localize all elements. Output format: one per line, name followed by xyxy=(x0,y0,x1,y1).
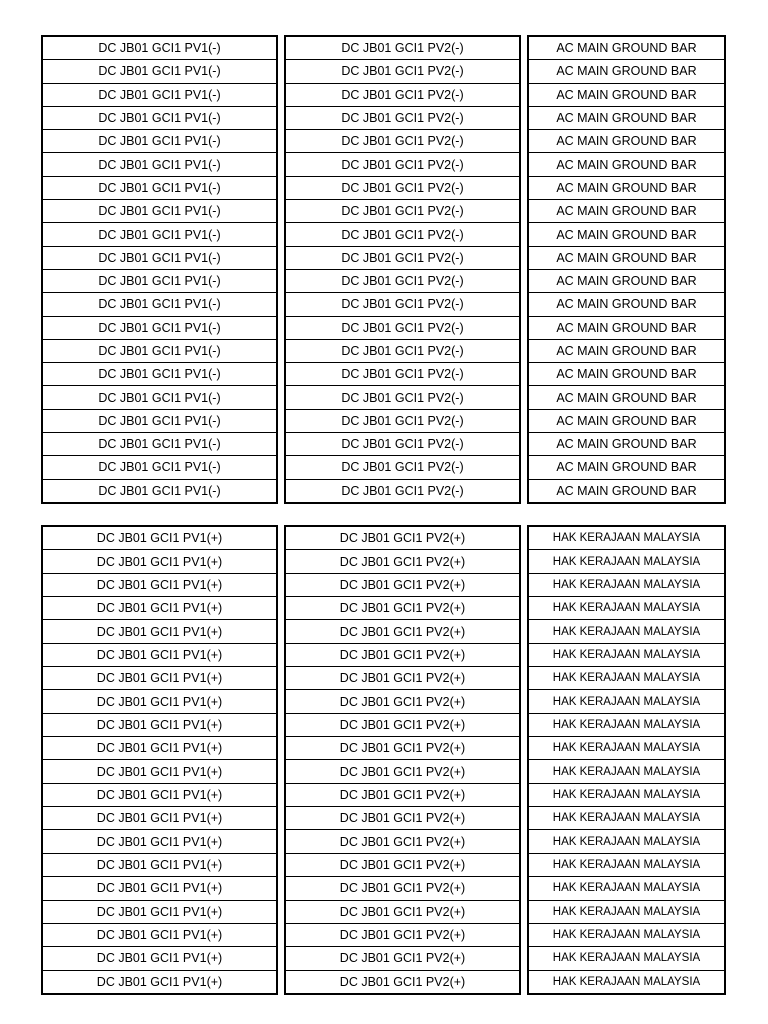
label-cell: DC JB01 GCI1 PV2(+) xyxy=(286,947,519,970)
label-cell: DC JB01 GCI1 PV1(+) xyxy=(43,714,276,737)
label-cell: DC JB01 GCI1 PV2(-) xyxy=(286,270,519,293)
label-cell: DC JB01 GCI1 PV2(+) xyxy=(286,644,519,667)
label-cell: DC JB01 GCI1 PV1(-) xyxy=(43,433,276,456)
label-cell: DC JB01 GCI1 PV2(-) xyxy=(286,247,519,270)
label-cell: DC JB01 GCI1 PV1(+) xyxy=(43,924,276,947)
label-cell: AC MAIN GROUND BAR xyxy=(529,340,724,363)
label-cell: HAK KERAJAAN MALAYSIA xyxy=(529,947,724,970)
label-cell: DC JB01 GCI1 PV2(-) xyxy=(286,410,519,433)
label-cell: DC JB01 GCI1 PV2(+) xyxy=(286,714,519,737)
label-cell: HAK KERAJAAN MALAYSIA xyxy=(552,975,701,988)
label-cell: DC JB01 GCI1 PV1(+) xyxy=(43,947,276,970)
label-cell: DC JB01 GCI1 PV2(-) xyxy=(286,223,519,246)
label-cell: HAK KERAJAAN MALAYSIA xyxy=(529,924,724,947)
label-cell: DC JB01 GCI1 PV2(-) xyxy=(286,293,519,316)
label-cell: AC MAIN GROUND BAR xyxy=(529,60,724,83)
label-cell: DC JB01 GCI1 PV2(-) xyxy=(286,317,519,340)
label-cell: DC JB01 GCI1 PV1(+) xyxy=(43,550,276,573)
label-cell: DC JB01 GCI1 PV2(+) xyxy=(339,974,466,989)
label-cell: DC JB01 GCI1 PV1(-) xyxy=(43,270,276,293)
label-cell: AC MAIN GROUND BAR xyxy=(529,223,724,246)
label-cell: DC JB01 GCI1 PV2(+) xyxy=(286,574,519,597)
label-cell: DC JB01 GCI1 PV2(+) xyxy=(286,901,519,924)
label-cell: HAK KERAJAAN MALAYSIA xyxy=(529,597,724,620)
label-cell: DC JB01 GCI1 PV2(+) xyxy=(286,667,519,690)
label-cell: DC JB01 GCI1 PV1(+) xyxy=(43,784,276,807)
label-cell: AC MAIN GROUND BAR xyxy=(529,177,724,200)
label-cell: DC JB01 GCI1 PV2(-) xyxy=(341,483,464,498)
label-cell: AC MAIN GROUND BAR xyxy=(529,293,724,316)
label-cell: DC JB01 GCI1 PV1(-) xyxy=(43,363,276,386)
label-cell: DC JB01 GCI1 PV2(+) xyxy=(286,597,519,620)
label-cell: DC JB01 GCI1 PV1(-) xyxy=(43,223,276,246)
label-cell: DC JB01 GCI1 PV2(-) xyxy=(286,433,519,456)
label-cell: AC MAIN GROUND BAR xyxy=(529,317,724,340)
label-cell: AC MAIN GROUND BAR xyxy=(529,107,724,130)
label-cell: DC JB01 GCI1 PV2(-) xyxy=(286,363,519,386)
label-cell: DC JB01 GCI1 PV1(+) xyxy=(43,830,276,853)
bottom-column-pv1-positive xyxy=(41,525,278,995)
bottom-column-pv2-positive xyxy=(284,525,521,995)
label-cell: DC JB01 GCI1 PV1(-) xyxy=(43,84,276,107)
label-cell: DC JB01 GCI1 PV1(+) xyxy=(43,760,276,783)
label-cell: DC JB01 GCI1 PV2(-) xyxy=(286,60,519,83)
bottom-column-hak-kerajaan-malaysia xyxy=(527,525,726,995)
label-cell: DC JB01 GCI1 PV2(-) xyxy=(286,153,519,176)
label-cell: DC JB01 GCI1 PV1(-) xyxy=(43,386,276,409)
label-cell: DC JB01 GCI1 PV1(-) xyxy=(43,247,276,270)
label-cell: DC JB01 GCI1 PV1(-) xyxy=(43,317,276,340)
label-cell: HAK KERAJAAN MALAYSIA xyxy=(529,854,724,877)
label-cell: DC JB01 GCI1 PV2(-) xyxy=(286,84,519,107)
top-column-pv1-negative xyxy=(41,35,278,504)
label-cell: DC JB01 GCI1 PV2(-) xyxy=(286,200,519,223)
label-cell: AC MAIN GROUND BAR xyxy=(529,200,724,223)
label-cell: DC JB01 GCI1 PV1(+) xyxy=(43,807,276,830)
label-cell: DC JB01 GCI1 PV2(-) xyxy=(286,340,519,363)
label-cell: DC JB01 GCI1 PV1(+) xyxy=(43,854,276,877)
label-cell: HAK KERAJAAN MALAYSIA xyxy=(529,784,724,807)
label-cell: DC JB01 GCI1 PV1(+) xyxy=(43,597,276,620)
label-cell: DC JB01 GCI1 PV1(+) xyxy=(96,974,223,989)
label-cell: AC MAIN GROUND BAR xyxy=(529,386,724,409)
label-cell: AC MAIN GROUND BAR xyxy=(529,270,724,293)
label-cell: AC MAIN GROUND BAR xyxy=(529,37,724,60)
label-cell: DC JB01 GCI1 PV2(+) xyxy=(286,924,519,947)
label-cell: AC MAIN GROUND BAR xyxy=(529,410,724,433)
label-cell: DC JB01 GCI1 PV2(-) xyxy=(286,107,519,130)
label-cell: HAK KERAJAAN MALAYSIA xyxy=(529,760,724,783)
label-cell: HAK KERAJAAN MALAYSIA xyxy=(529,901,724,924)
label-cell: AC MAIN GROUND BAR xyxy=(556,483,697,498)
label-cell: DC JB01 GCI1 PV2(-) xyxy=(286,456,519,479)
label-cell: HAK KERAJAAN MALAYSIA xyxy=(529,714,724,737)
label-cell: DC JB01 GCI1 PV2(+) xyxy=(286,854,519,877)
label-cell: HAK KERAJAAN MALAYSIA xyxy=(529,620,724,643)
label-cell: DC JB01 GCI1 PV1(+) xyxy=(43,877,276,900)
label-cell: HAK KERAJAAN MALAYSIA xyxy=(529,830,724,853)
label-cell: DC JB01 GCI1 PV2(+) xyxy=(286,527,519,550)
label-cell: DC JB01 GCI1 PV1(+) xyxy=(43,690,276,713)
label-cell: DC JB01 GCI1 PV2(+) xyxy=(286,550,519,573)
label-cell: HAK KERAJAAN MALAYSIA xyxy=(529,737,724,760)
label-cell: DC JB01 GCI1 PV1(+) xyxy=(43,644,276,667)
label-cell: DC JB01 GCI1 PV1(-) xyxy=(43,410,276,433)
label-cell: DC JB01 GCI1 PV1(+) xyxy=(43,737,276,760)
label-cell: DC JB01 GCI1 PV2(+) xyxy=(286,830,519,853)
label-cell: HAK KERAJAAN MALAYSIA xyxy=(529,690,724,713)
label-cell: DC JB01 GCI1 PV1(-) xyxy=(43,293,276,316)
label-cell: DC JB01 GCI1 PV1(-) xyxy=(43,107,276,130)
label-cell: HAK KERAJAAN MALAYSIA xyxy=(529,574,724,597)
label-cell: DC JB01 GCI1 PV2(+) xyxy=(286,620,519,643)
label-cell: AC MAIN GROUND BAR xyxy=(529,130,724,153)
label-cell: DC JB01 GCI1 PV1(-) xyxy=(43,456,276,479)
label-cell: DC JB01 GCI1 PV1(-) xyxy=(43,340,276,363)
label-cell: DC JB01 GCI1 PV1(+) xyxy=(43,527,276,550)
label-cell: DC JB01 GCI1 PV2(+) xyxy=(286,784,519,807)
label-cell: HAK KERAJAAN MALAYSIA xyxy=(529,527,724,550)
label-cell: AC MAIN GROUND BAR xyxy=(529,247,724,270)
label-cell: AC MAIN GROUND BAR xyxy=(529,84,724,107)
label-cell: DC JB01 GCI1 PV1(-) xyxy=(43,177,276,200)
label-cell: DC JB01 GCI1 PV2(-) xyxy=(286,177,519,200)
label-cell: DC JB01 GCI1 PV1(-) xyxy=(98,483,221,498)
label-cell: DC JB01 GCI1 PV1(-) xyxy=(43,60,276,83)
label-cell: HAK KERAJAAN MALAYSIA xyxy=(529,807,724,830)
label-cell: HAK KERAJAAN MALAYSIA xyxy=(529,644,724,667)
label-cell: DC JB01 GCI1 PV2(+) xyxy=(286,807,519,830)
label-cell: DC JB01 GCI1 PV1(-) xyxy=(43,200,276,223)
label-cell: DC JB01 GCI1 PV1(+) xyxy=(43,620,276,643)
label-cell: DC JB01 GCI1 PV2(+) xyxy=(286,760,519,783)
label-cell: DC JB01 GCI1 PV2(-) xyxy=(286,37,519,60)
label-cell: DC JB01 GCI1 PV1(-) xyxy=(43,153,276,176)
label-cell: HAK KERAJAAN MALAYSIA xyxy=(529,550,724,573)
label-cell: DC JB01 GCI1 PV1(-) xyxy=(43,37,276,60)
label-cell: AC MAIN GROUND BAR xyxy=(529,153,724,176)
label-cell: HAK KERAJAAN MALAYSIA xyxy=(529,877,724,900)
label-cell: DC JB01 GCI1 PV2(-) xyxy=(286,386,519,409)
label-cell: AC MAIN GROUND BAR xyxy=(529,456,724,479)
label-cell: DC JB01 GCI1 PV2(+) xyxy=(286,877,519,900)
top-column-pv2-negative xyxy=(284,35,521,504)
label-cell: DC JB01 GCI1 PV1(+) xyxy=(43,901,276,924)
label-cell: AC MAIN GROUND BAR xyxy=(529,433,724,456)
label-cell: DC JB01 GCI1 PV2(+) xyxy=(286,690,519,713)
top-column-ac-main-ground-bar xyxy=(527,35,726,504)
label-cell: DC JB01 GCI1 PV1(+) xyxy=(43,667,276,690)
label-cell: DC JB01 GCI1 PV2(-) xyxy=(286,130,519,153)
label-cell: DC JB01 GCI1 PV2(+) xyxy=(286,737,519,760)
label-cell: DC JB01 GCI1 PV1(+) xyxy=(43,574,276,597)
label-cell: DC JB01 GCI1 PV1(-) xyxy=(43,130,276,153)
label-cell: AC MAIN GROUND BAR xyxy=(529,363,724,386)
label-cell: HAK KERAJAAN MALAYSIA xyxy=(529,667,724,690)
